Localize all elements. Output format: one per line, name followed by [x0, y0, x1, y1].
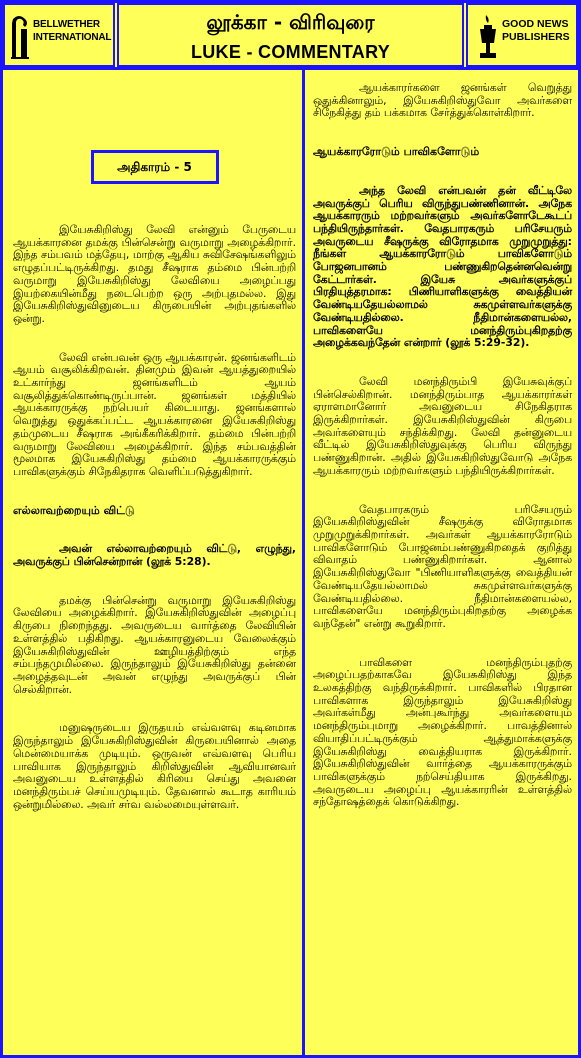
title-box [117, 3, 464, 67]
title-english: LUKE - COMMENTARY [190, 42, 391, 62]
right-paragraph-1: ஆயக்காரர்களை ஜனங்கள் வெறுத்து ஒதுக்கினாலும், இயேசுகிறிஸ்துவோ அவர்களை சிநேகித்து தம் பக்கமாக சேர்த்துக்கொள்கிறார். [313, 81, 572, 120]
right-paragraph-3: வேதபாரகரும் பரிசேயரும் இயேசுகிறிஸ்துவின் சீஷருக்கு விரோதமாக முறுமுறுக்கிறார்கள். அவர்கள் ஆயக்காரரோடும் பாவிகளோடும் போஜனம்பண்ணுகிறதைக் குறித்து விவாதம் பண்ணுகிறார்கள். ஆனால் இயேசுகிறிஸ்துவோ "பிணியாளிகளுக்கு வைத்தியன் வேண்டியதேயல்லாமல் சுகமுள்ளவர்களுக்கு வேண்டியதில்லை. நீதிமான்களையல்ல, பாவிகளையே மனந்திரும்புகிறதற்கு அழைக்க வந்தேன்" என்று கூறுகிறார். [313, 502, 572, 630]
logo-left-text [33, 18, 111, 44]
left-paragraph-1: இயேசுகிறிஸ்து லேவி என்னும் பேருடைய ஆயக்காரனை தமக்கு பின்சென்று வருமாறு அழைக்கிறார். இந்த சம்பவம் மத்தேயு, மாற்கு ஆகிய சுவிசேஷங்களிலும் எழுதப்பட்டிருக்கிறது. தமது சீஷராக தம்மை பின்பற்றி வருமாறு இயேசுகிறிஸ்து லேவியை அழைப்பது இயற்கையின்மீது நடைபெற்ற ஒரு அற்புதமல்ல. இது இயேசுகிறிஸ்துவினுடைய கிருபையின் அற்புதங்களில் ஒன்று. [13, 223, 296, 325]
logo-left-line2: INTERNATIONAL [33, 32, 112, 43]
left-heading-1: எல்லாவற்றையும் விட்டு [13, 503, 135, 517]
left-paragraph-4: மனுஷருடைய இருதயம் எவ்வளவு கடினமாக இருந்தாலும் இயேசுகிறிஸ்துவின் கிருபையினால் அதை மென்மையாக்க முடியும். ஒருவன் எவ்வளவு பெரிய பாவியாக இருந்தாலும் கிறிஸ்துவின் ஆவியானவர் அவனுடைய உள்ளத்தில் கிரியை செய்து அவனை மனந்திரும்பச் செய்யமுடியும். தேவனால் கூடாத காரியம் ஒன்றுமில்லை. அவர் சர்வ வல்லமையுள்ளவர். [13, 721, 296, 811]
right-paragraph-4: பாவிகளை மனந்திரும்புதற்கு அழைப்பதற்காகவே இயேசுகிறிஸ்து இந்த உலகத்திற்கு வந்திருக்கிறார். பாவிகளில் பிரதான பாவிகளாக இருந்தாலும் இயேசுகிறிஸ்து அவர்கள்மீது அன்புகூர்ந்து அவர்களையும் மனந்திரும்புமாறு அழைக்கிறார். பாவத்தினால் வியாதிப்பட்டிருக்கும் ஆத்துமாக்களுக்கு இயேசுகிறிஸ்து வைத்தியராக இருக்கிறார். இயேசுகிறிஸ்துவின் வார்த்தை ஆயக்காரருக்கும் பாவிகளுக்கும் நற்செய்தியாக இருக்கிறது. அவருடைய அழைப்பு ஆயக்காரரின் உள்ளத்தில் சந்தோஷத்தைக் கொடுக்கிறது. [313, 655, 572, 809]
logo-right-line1: GOOD NEWS [502, 18, 569, 30]
good-news-logo [466, 3, 578, 67]
right-column [305, 70, 578, 1055]
bellwether-logo [3, 3, 115, 67]
left-column [3, 70, 302, 1055]
logo-left-line1: BELLWETHER [33, 19, 100, 30]
logo-right-line2: PUBLISHERS [502, 31, 570, 43]
left-paragraph-2: லேவி என்பவன் ஒரு ஆயக்காரன். ஜனங்களிடம் ஆயம் வசூலிக்கிறவன். தினமும் இவன் ஆயத்துறையில் உட்கார்ந்து ஜனங்களிடம் ஆயம் வசூலித்துக்கொண்டிருப்பான். ஜனங்கள் மத்தியில் ஆயக்காரருக்கு நற்பெயர் கிடையாது. ஜனங்களால் வெறுத்து ஒதுக்கப்பட்ட ஆயக்காரனை இயேசுகிறிஸ்து தம்முடைய சீஷராக அங்கீகரிக்கிறார். தம்மை பின்பற்றி வருமாறு லேவியை அழைக்கிறார். இந்த சம்பவத்தின் மூலமாக இயேசுகிறிஸ்து தம்மை ஆயக்காரருக்கும் பாவிகளுக்கும் சிநேகிதராக வெளிப்படுத்துகிறார். [13, 350, 296, 478]
left-paragraph-3: தமக்கு பின்சென்று வருமாறு இயேசுகிறிஸ்து லேவியை அழைக்கிறார். இயேசுகிறிஸ்துவின் அழைப்பு கிருபை நிறைந்தது. அவருடைய வார்த்தை லேவியின் உள்ளத்தில் பதிகிறது. ஆயக்காரனுடைய வேலைக்கும் இயேசுகிறிஸ்துவின் ஊழியத்திற்கும் எந்த சம்பந்தமுமில்லை. இருந்தாலும் இயேசுகிறிஸ்து தன்னை அழைத்தவுடன் அவன் எழுந்து அவருக்குப் பின் செல்கிறான். [13, 593, 296, 696]
right-paragraph-2: லேவி மனந்திரும்பி இயேசுவுக்குப் பின்செல்கிறான். மனந்திரும்பாத ஆயக்காரர்கள் ஏராளமானோர் அவனுடைய சிநேகிதராக இருக்கிறார்கள். இயேசுகிறிஸ்துவின் கிருபை அவர்களையும் சந்திக்கிறது. லேவி தன்னுடைய வீட்டில் இயேசுகிறிஸ்துவுக்கு பெரிய விருந்து பண்ணுகிறான். அதில் இயேசுகிறிஸ்துவோடு அநேக ஆயக்காரரும் மற்றவர்களும் பந்தியிருக்கிறார்கள். [313, 374, 572, 477]
title-tamil: லூக்கா - விரிவுரை [206, 10, 375, 34]
ram-icon [9, 13, 31, 59]
left-quote-1: அவன் எல்லாவற்றையும் விட்டு, எழுந்து, அவருக்குப் பின்சென்றான் (லூக் 5:28). [13, 542, 296, 569]
right-quote-1: அந்த லேவி என்பவன் தன் வீட்டிலே அவருக்குப் பெரிய விருந்துபண்ணினான். அநேக ஆயக்காரரும் மற்றவர்களும் அவர்களோடேகூடப் பந்தியிருந்தார்கள். வேதபாரகரும் பரிசேயரும் அவருடைய சீஷருக்கு விரோதமாக முறுமுறுத்து: நீங்கள் ஆயக்காரரோடும் பாவிகளோடும் போஜனபானம் பண்ணுகிறதென்னவென்று கேட்டார்கள். இயேசு அவர்களுக்குப் பிரதியுத்தரமாக: பிணியாளிகளுக்கு வைத்தியன் வேண்டியதேயல்லாமல் சுகமுள்ளவர்களுக்கு வேண்டியதில்லை. நீதிமான்களையல்ல, பாவிகளையே மனந்திரும்புகிறதற்கு அழைக்கவந்தேன் என்றார் (லூக் 5:29-32). [313, 183, 572, 350]
header [3, 3, 578, 67]
chapter-label: அதிகாரம் - 5 [91, 150, 219, 184]
logo-right-text [502, 18, 570, 44]
lamp-icon [476, 13, 500, 59]
right-heading-1: ஆயக்காரரோடும் பாவிகளோடும் [313, 145, 480, 159]
